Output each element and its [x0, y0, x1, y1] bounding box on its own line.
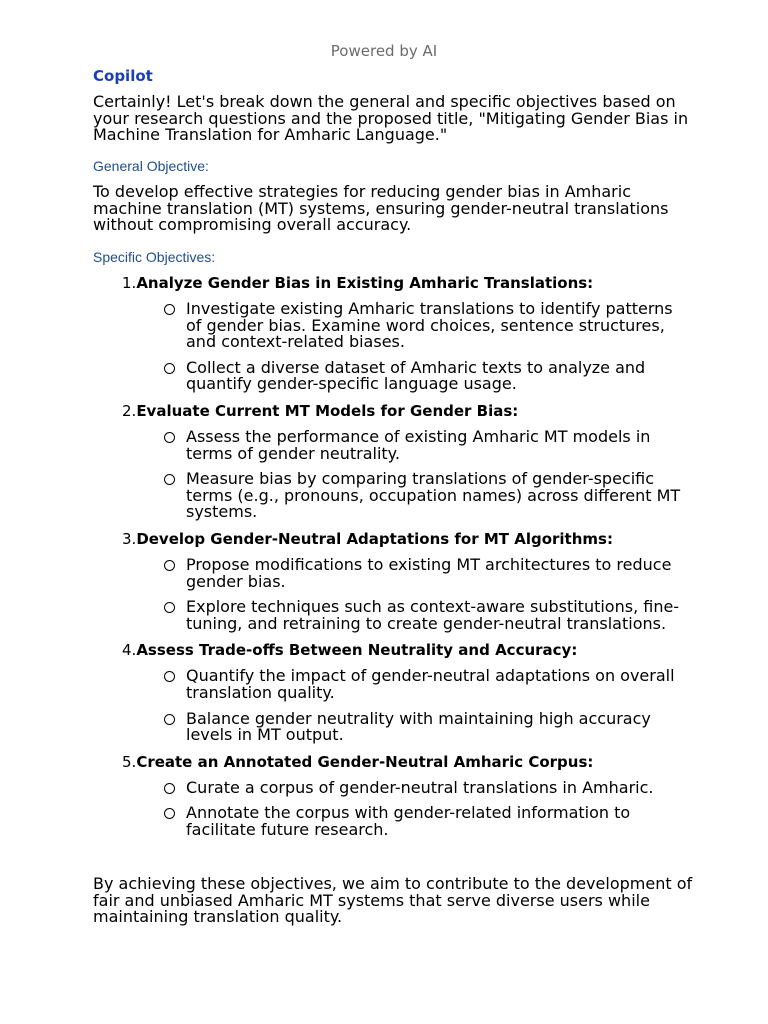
sub-item — [162, 708, 692, 745]
conclusion-paragraph: By achieving these objectives, we aim to contribute to the development of fair and unbiased Amharic MT systems that serve diverse users while maintaining translation quality. — [93, 874, 693, 927]
sub-item — [162, 357, 692, 394]
sub-item — [162, 668, 692, 701]
circle-bullet-icon — [164, 714, 175, 725]
circle-bullet-icon — [164, 671, 175, 682]
intro-paragraph: Certainly! Let's break down the general and specific objectives based on your research questions and the proposed title, "Mitigating Gender Bias in Machine Translation for Amharic Language." — [93, 92, 689, 145]
sub-item — [162, 777, 692, 797]
circle-bullet-icon — [164, 474, 175, 485]
general-objective-text: To develop effective strategies for reducing gender bias in Amharic machine translation (MT) systems, ensuring gender-neutral translations without compromising overall accuracy. — [93, 182, 669, 235]
circle-bullet-icon — [164, 432, 175, 443]
objective-title — [122, 274, 692, 292]
objective-title-text: Create an Annotated Gender-Neutral Amharic Corpus: — [136, 752, 594, 771]
sub-list — [122, 301, 692, 393]
objective-title — [122, 530, 692, 548]
objective-number: 3. — [122, 529, 137, 548]
sub-list — [122, 426, 692, 522]
sub-item-text: Quantify the impact of gender-neutral adaptations on overall translation quality. — [186, 666, 675, 702]
sub-item — [162, 471, 692, 521]
sub-item-text: Collect a diverse dataset of Amharic texts to analyze and quantify gender-specific language usage. — [186, 357, 646, 394]
objective-number: 4. — [122, 641, 137, 660]
sub-item-text: Curate a corpus of gender-neutral translations in Amharic. — [186, 777, 654, 797]
circle-bullet-icon — [164, 783, 175, 794]
objective-title — [122, 641, 692, 659]
circle-bullet-icon — [164, 808, 175, 819]
sub-list — [122, 777, 692, 839]
objective-title — [122, 753, 692, 771]
sub-item — [162, 805, 692, 838]
circle-bullet-icon — [164, 363, 175, 374]
sub-item — [162, 599, 692, 632]
circle-bullet-icon — [164, 560, 175, 571]
objective-item — [122, 753, 692, 839]
circle-bullet-icon — [164, 602, 175, 613]
objective-title-text: Analyze Gender Bias in Existing Amharic Translations: — [136, 274, 594, 292]
sub-item — [162, 301, 692, 351]
powered-by-label: Powered by AI — [330, 42, 438, 60]
objective-item — [122, 641, 692, 743]
objective-item — [122, 274, 692, 393]
sub-list — [122, 554, 692, 633]
specific-objectives-heading: Specific Objectives: — [93, 249, 216, 265]
objective-number: 1. — [122, 274, 137, 292]
sub-item — [162, 426, 692, 463]
sub-item-text: Balance gender neutrality with maintaining high accuracy levels in MT output. — [186, 708, 651, 745]
objective-item — [122, 530, 692, 632]
sub-item-text: Measure bias by comparing translations of gender-specific terms (e.g., pronouns, occupation names) across different MT systems. — [186, 469, 681, 522]
sub-item-text: Assess the performance of existing Amharic MT models in terms of gender neutrality. — [186, 426, 651, 463]
sub-list — [122, 668, 692, 743]
objective-item — [122, 402, 692, 521]
sub-item — [162, 554, 692, 591]
general-objective-heading: General Objective: — [93, 158, 209, 174]
sub-item-text: Investigate existing Amharic translations to identify patterns of gender bias. Examine word choices, sentence structures, and context-related biases. — [186, 299, 673, 352]
circle-bullet-icon — [164, 304, 175, 315]
objective-title-text: Develop Gender-Neutral Adaptations for MT Algorithms: — [136, 529, 613, 548]
objective-title-text: Evaluate Current MT Models for Gender Bias: — [136, 401, 519, 420]
author-name: Copilot — [93, 67, 153, 85]
objective-title — [122, 402, 692, 420]
objectives-list — [122, 274, 692, 838]
sub-item-text: Explore techniques such as context-aware substitutions, fine-tuning, and retraining to create gender-neutral translations. — [186, 597, 680, 633]
sub-item-text: Propose modifications to existing MT architectures to reduce gender bias. — [186, 554, 672, 591]
objective-number: 2. — [122, 401, 137, 420]
objective-title-text: Assess Trade-offs Between Neutrality and Accuracy: — [136, 641, 578, 660]
objective-number: 5. — [122, 752, 137, 771]
sub-item-text: Annotate the corpus with gender-related information to facilitate future research. — [186, 803, 631, 839]
